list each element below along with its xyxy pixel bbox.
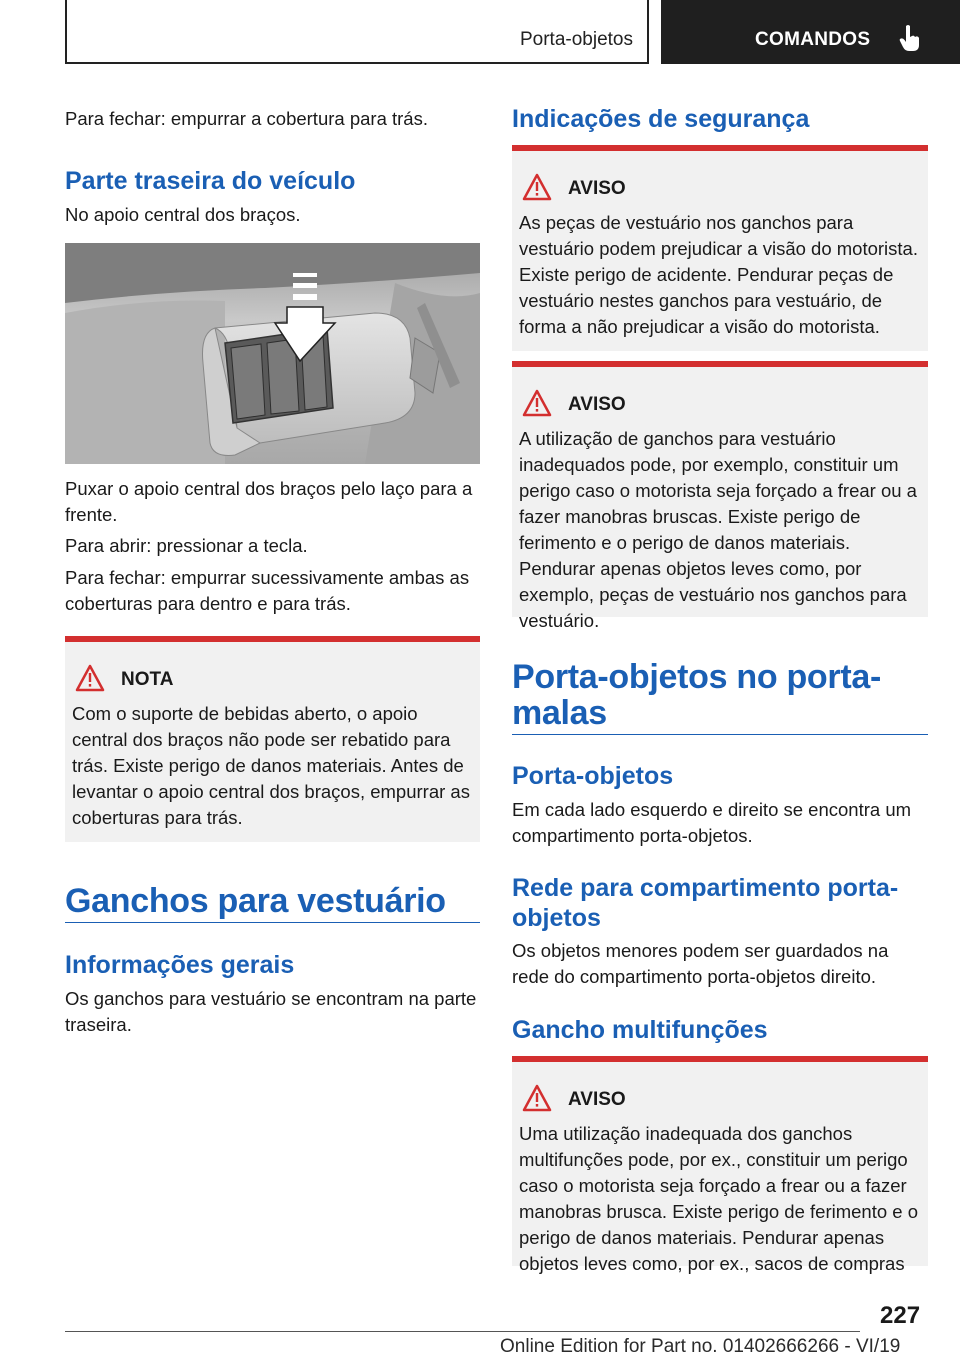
trunk-storage-heading: Porta-objetos no porta-malas xyxy=(512,658,881,732)
hooks-heading-rule xyxy=(65,922,480,923)
footer-rule xyxy=(65,1331,860,1332)
storage-text: Em cada lado esquerdo e direito se encontra um compartimento porta-objetos. xyxy=(512,799,912,846)
note-label: NOTA xyxy=(121,669,174,690)
hooks-heading: Ganchos para vestuário xyxy=(65,882,446,920)
safety-heading: Indicações de segurança xyxy=(512,105,810,133)
net-text: Os objetos menores podem ser guardados na rede do compartimento porta-objetos direito. xyxy=(512,940,889,987)
armrest-illustration xyxy=(65,243,480,464)
rear-vehicle-heading: Parte traseira do veículo xyxy=(65,167,356,195)
warning-triangle-icon xyxy=(522,1084,552,1112)
pointing-hand-icon xyxy=(899,24,921,52)
header-chapter-tab xyxy=(661,0,960,64)
note-text: Com o suporte de bebidas aberto, o apoio central dos braços não pode ser rebatido para trás. Existe perigo de danos materiais. Antes de levantar o apoio central dos braços, empurrar as coberturas para trás. xyxy=(72,703,470,828)
net-heading: Rede para compartimento porta-objetos xyxy=(512,874,899,932)
trunk-heading-rule xyxy=(512,734,928,735)
close-covers-instruction: Para fechar: empurrar sucessivamente ambas as coberturas para dentro e para trás. xyxy=(65,567,470,614)
general-info-text: Os ganchos para vestuário se encontram na parte traseira. xyxy=(65,988,477,1035)
pull-instruction: Puxar o apoio central dos braços pelo laço para a frente. xyxy=(65,478,473,525)
warning-box-2 xyxy=(512,361,928,631)
warning-triangle-icon xyxy=(522,389,552,417)
header-section-box xyxy=(65,0,649,64)
footer-edition: Online Edition for Part no. 01402666266 - VI/19 xyxy=(500,1336,901,1357)
warning-triangle-icon xyxy=(522,173,552,201)
warning-2-text: A utilização de ganchos para vestuário inadequados pode, por exemplo, constituir um perigo caso o motorista seja forçado a frear ou a fazer manobras bruscas. Existe perigo de ferimento e o perigo de danos materiais. Pendurar apenas objetos leves como, por exemplo, peças de vestuário nos ganchos para vestuário. xyxy=(519,428,917,631)
warning-1-label: AVISO xyxy=(568,178,626,199)
warning-triangle-icon xyxy=(75,664,105,692)
rear-vehicle-subtitle: No apoio central dos braços. xyxy=(65,204,301,225)
warning-2-label: AVISO xyxy=(568,394,626,415)
warning-3-text: Uma utilização inadequada dos ganchos multifunções pode, por ex., constituir um perigo caso o motorista seja forçado a frear ou a fazer manobras brusca. Existe perigo de ferimento e o perigo de danos materiais. Pendurar apenas objetos leves como, por ex., sacos de compras xyxy=(519,1123,918,1274)
general-info-heading: Informações gerais xyxy=(65,951,295,979)
multifunction-hook-heading: Gancho multifunções xyxy=(512,1016,768,1044)
page-number: 227 xyxy=(880,1302,921,1329)
header-section-title: Porta-objetos xyxy=(519,29,633,50)
warning-box-1 xyxy=(512,145,928,351)
warning-1-text: As peças de vestuário nos ganchos para vestuário podem prejudicar a visão do motorista. Existe perigo de acidente. Pendurar peças de vestuário nestes ganchos para vestuário, de forma a não prejudicar a visão do motorista. xyxy=(519,212,918,337)
header-chapter-title: COMANDOS xyxy=(755,29,871,50)
warning-box-3 xyxy=(512,1056,928,1274)
close-instruction: Para fechar: empurrar a cobertura para trás. xyxy=(65,108,428,129)
armrest-photo xyxy=(65,243,480,464)
note-box xyxy=(65,636,480,842)
warning-3-label: AVISO xyxy=(568,1089,626,1110)
storage-heading: Porta-objetos xyxy=(512,762,674,790)
open-instruction: Para abrir: pressionar a tecla. xyxy=(65,535,308,556)
